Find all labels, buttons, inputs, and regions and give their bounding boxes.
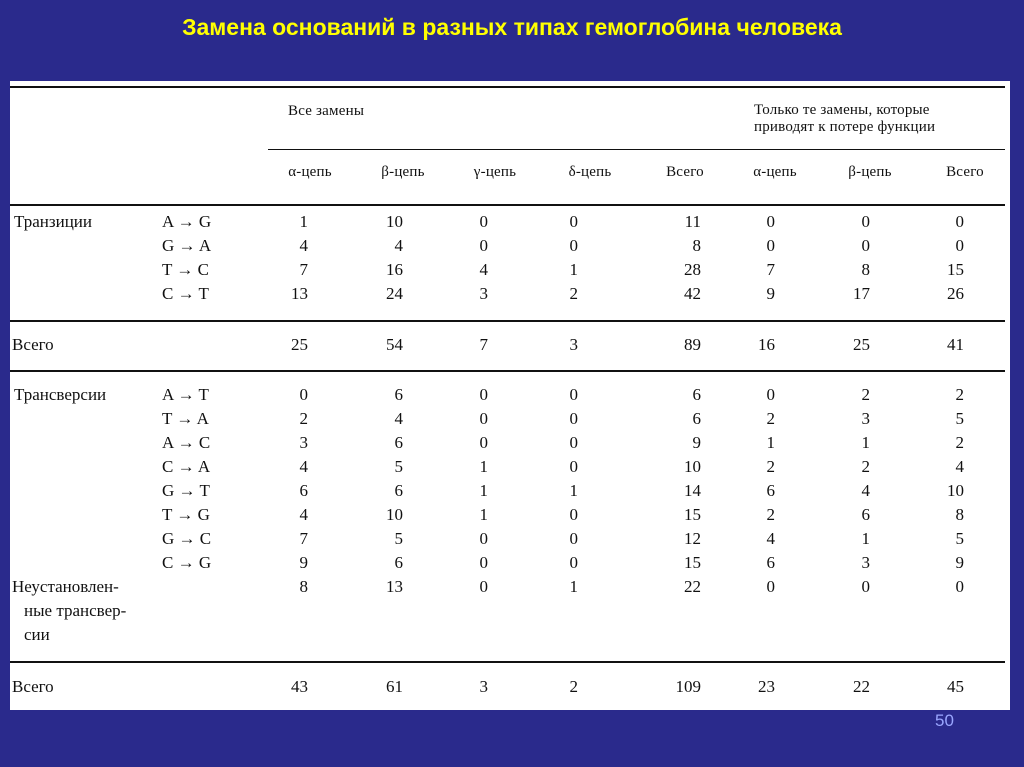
transitions-bottom-rule [10, 320, 1005, 322]
table-cell: 2 [766, 409, 775, 428]
table-cell: 3 [479, 677, 488, 696]
table-cell: 6 [861, 505, 870, 524]
transitions-total-bottom-rule [10, 370, 1005, 372]
header-all-substitutions: Все замены [288, 103, 365, 119]
table-cell: 1 [569, 577, 578, 596]
table-cell: 26 [947, 284, 964, 303]
table-cell: 10 [684, 457, 701, 476]
table-cell: 10 [386, 505, 403, 524]
undetermined-label: ные трансвер- [24, 601, 127, 620]
table-cell: 0 [479, 385, 488, 404]
table-cell: 4 [394, 409, 403, 428]
table-cell: 0 [766, 212, 775, 231]
table-cell: 45 [947, 677, 964, 696]
table-cell: 0 [479, 433, 488, 452]
table-cell: 8 [692, 236, 701, 255]
table-cell: 0 [955, 236, 964, 255]
substitution-label: C → T [162, 284, 209, 303]
substitution-label: C → A [162, 457, 211, 476]
table-cell: 5 [394, 529, 403, 548]
table-cell: 0 [861, 577, 870, 596]
table-cell: 6 [766, 553, 775, 572]
table-cell: 23 [758, 677, 775, 696]
table-cell: 7 [299, 260, 308, 279]
table-cell: 2 [569, 677, 578, 696]
table-cell: 1 [299, 212, 308, 231]
table-cell: 24 [386, 284, 403, 303]
table-cell: 2 [766, 457, 775, 476]
table-cell: 6 [394, 481, 403, 500]
table-cell: 6 [692, 385, 701, 404]
table-cell: 15 [947, 260, 964, 279]
grand-total-label: Всего [12, 677, 54, 696]
table-cell: 109 [675, 677, 701, 696]
table-cell: 8 [299, 577, 308, 596]
table-cell: 0 [479, 577, 488, 596]
table-cell: 1 [569, 260, 578, 279]
undetermined-label: сии [24, 625, 50, 644]
table-cell: 42 [684, 284, 701, 303]
table-cell: 10 [947, 481, 964, 500]
substitution-label: T → G [162, 505, 210, 524]
table-cell: 0 [569, 212, 578, 231]
table-cell: 25 [853, 335, 870, 354]
table-cell: 6 [394, 433, 403, 452]
table-cell: 28 [684, 260, 701, 279]
table-cell: 0 [569, 529, 578, 548]
header-column: β-цепь [381, 164, 425, 180]
group-label-transversions: Трансверсии [14, 385, 107, 404]
table-cell: 4 [479, 260, 488, 279]
table-cell: 0 [861, 236, 870, 255]
table-cell: 7 [479, 335, 488, 354]
table-cell: 3 [479, 284, 488, 303]
table-cell: 3 [299, 433, 308, 452]
substitution-label: T → C [162, 260, 209, 279]
table-cell: 1 [479, 505, 488, 524]
header-loss-function-line1: Только те замены, которые [754, 102, 930, 118]
table-cell: 4 [299, 236, 308, 255]
table-cell: 6 [394, 553, 403, 572]
table-cell: 4 [861, 481, 870, 500]
table-cell: 2 [299, 409, 308, 428]
header-column: Всего [666, 164, 704, 180]
table-cell: 0 [569, 385, 578, 404]
table-cell: 89 [684, 335, 701, 354]
substitution-label: A → C [162, 433, 211, 452]
table-cell: 15 [684, 553, 701, 572]
table-cell: 0 [569, 505, 578, 524]
table-cell: 16 [386, 260, 403, 279]
table-cell: 25 [291, 335, 308, 354]
table-cell: 0 [479, 409, 488, 428]
table-cell: 22 [853, 677, 870, 696]
table-cell: 14 [684, 481, 701, 500]
table-cell: 0 [569, 433, 578, 452]
header-column: δ-цепь [568, 164, 612, 180]
table-cell: 17 [853, 284, 870, 303]
table-cell: 8 [955, 505, 964, 524]
top-rule [10, 86, 1005, 88]
table-cell: 9 [299, 553, 308, 572]
table-cell: 0 [766, 236, 775, 255]
table-cell: 4 [299, 457, 308, 476]
table-cell: 4 [299, 505, 308, 524]
header-bottom-rule [10, 204, 1005, 206]
table-cell: 5 [394, 457, 403, 476]
table-cell: 3 [861, 553, 870, 572]
table-cell: 0 [569, 409, 578, 428]
substitution-label: G → A [162, 236, 212, 255]
table-cell: 11 [684, 212, 701, 231]
table-cell: 0 [766, 385, 775, 404]
header-column: α-цепь [753, 164, 797, 180]
table-cell: 61 [386, 677, 403, 696]
table-cell: 0 [569, 236, 578, 255]
table-cell: 0 [479, 529, 488, 548]
substitution-label: G → T [162, 481, 210, 500]
transitions-total-label: Всего [12, 335, 54, 354]
table-cell: 5 [955, 529, 964, 548]
table-cell: 0 [955, 577, 964, 596]
table-cell: 8 [861, 260, 870, 279]
table-cell: 9 [766, 284, 775, 303]
table-cell: 4 [766, 529, 775, 548]
table-cell: 0 [569, 553, 578, 572]
undetermined-label: Неустановлен- [12, 577, 119, 596]
table-cell: 1 [479, 481, 488, 500]
table-cell: 9 [955, 553, 964, 572]
slide-title: Замена оснований в разных типах гемоглобина человека [182, 14, 842, 40]
substitution-label: A → T [162, 385, 209, 404]
table-cell: 22 [684, 577, 701, 596]
header-loss-function-line2: приводят к потере функции [754, 119, 936, 135]
table-cell: 12 [684, 529, 701, 548]
table-cell: 9 [692, 433, 701, 452]
table-sheet [10, 81, 1010, 710]
table-cell: 5 [955, 409, 964, 428]
table-cell: 2 [569, 284, 578, 303]
table-cell: 6 [394, 385, 403, 404]
header-column: β-цепь [848, 164, 892, 180]
table-cell: 3 [569, 335, 578, 354]
table-cell: 1 [569, 481, 578, 500]
table-cell: 7 [299, 529, 308, 548]
table-cell: 0 [766, 577, 775, 596]
table-cell: 6 [766, 481, 775, 500]
substitution-label: C → G [162, 553, 212, 572]
substitution-label: G → C [162, 529, 212, 548]
table-cell: 0 [299, 385, 308, 404]
table-cell: 2 [955, 385, 964, 404]
table-cell: 4 [394, 236, 403, 255]
table-cell: 41 [947, 335, 964, 354]
table-cell: 3 [861, 409, 870, 428]
table-cell: 43 [291, 677, 308, 696]
group-label-transitions: Транзиции [14, 212, 92, 231]
header-column: α-цепь [288, 164, 332, 180]
substitution-label: A → G [162, 212, 212, 231]
header-column: γ-цепь [473, 164, 517, 180]
table-cell: 6 [299, 481, 308, 500]
table-cell: 10 [386, 212, 403, 231]
table-cell: 2 [955, 433, 964, 452]
table-cell: 1 [479, 457, 488, 476]
table-cell: 2 [861, 385, 870, 404]
table-cell: 2 [861, 457, 870, 476]
table-cell: 13 [291, 284, 308, 303]
table-cell: 15 [684, 505, 701, 524]
table-cell: 2 [766, 505, 775, 524]
table-cell: 6 [692, 409, 701, 428]
table-cell: 54 [386, 335, 403, 354]
table-cell: 0 [479, 212, 488, 231]
table-cell: 1 [861, 529, 870, 548]
table-cell: 13 [386, 577, 403, 596]
table-cell: 1 [766, 433, 775, 452]
header-column: Всего [946, 164, 984, 180]
table-cell: 0 [955, 212, 964, 231]
transversions-bottom-rule [10, 661, 1005, 663]
table-cell: 16 [758, 335, 775, 354]
table-cell: 0 [569, 457, 578, 476]
table-cell: 0 [479, 236, 488, 255]
table-cell: 0 [861, 212, 870, 231]
table-cell: 0 [479, 553, 488, 572]
substitution-label: T → A [162, 409, 209, 428]
table-cell: 4 [955, 457, 964, 476]
header-sub-rule [268, 149, 1005, 150]
table-cell: 1 [861, 433, 870, 452]
table-cell: 7 [766, 260, 775, 279]
page-number: 50 [935, 711, 954, 730]
